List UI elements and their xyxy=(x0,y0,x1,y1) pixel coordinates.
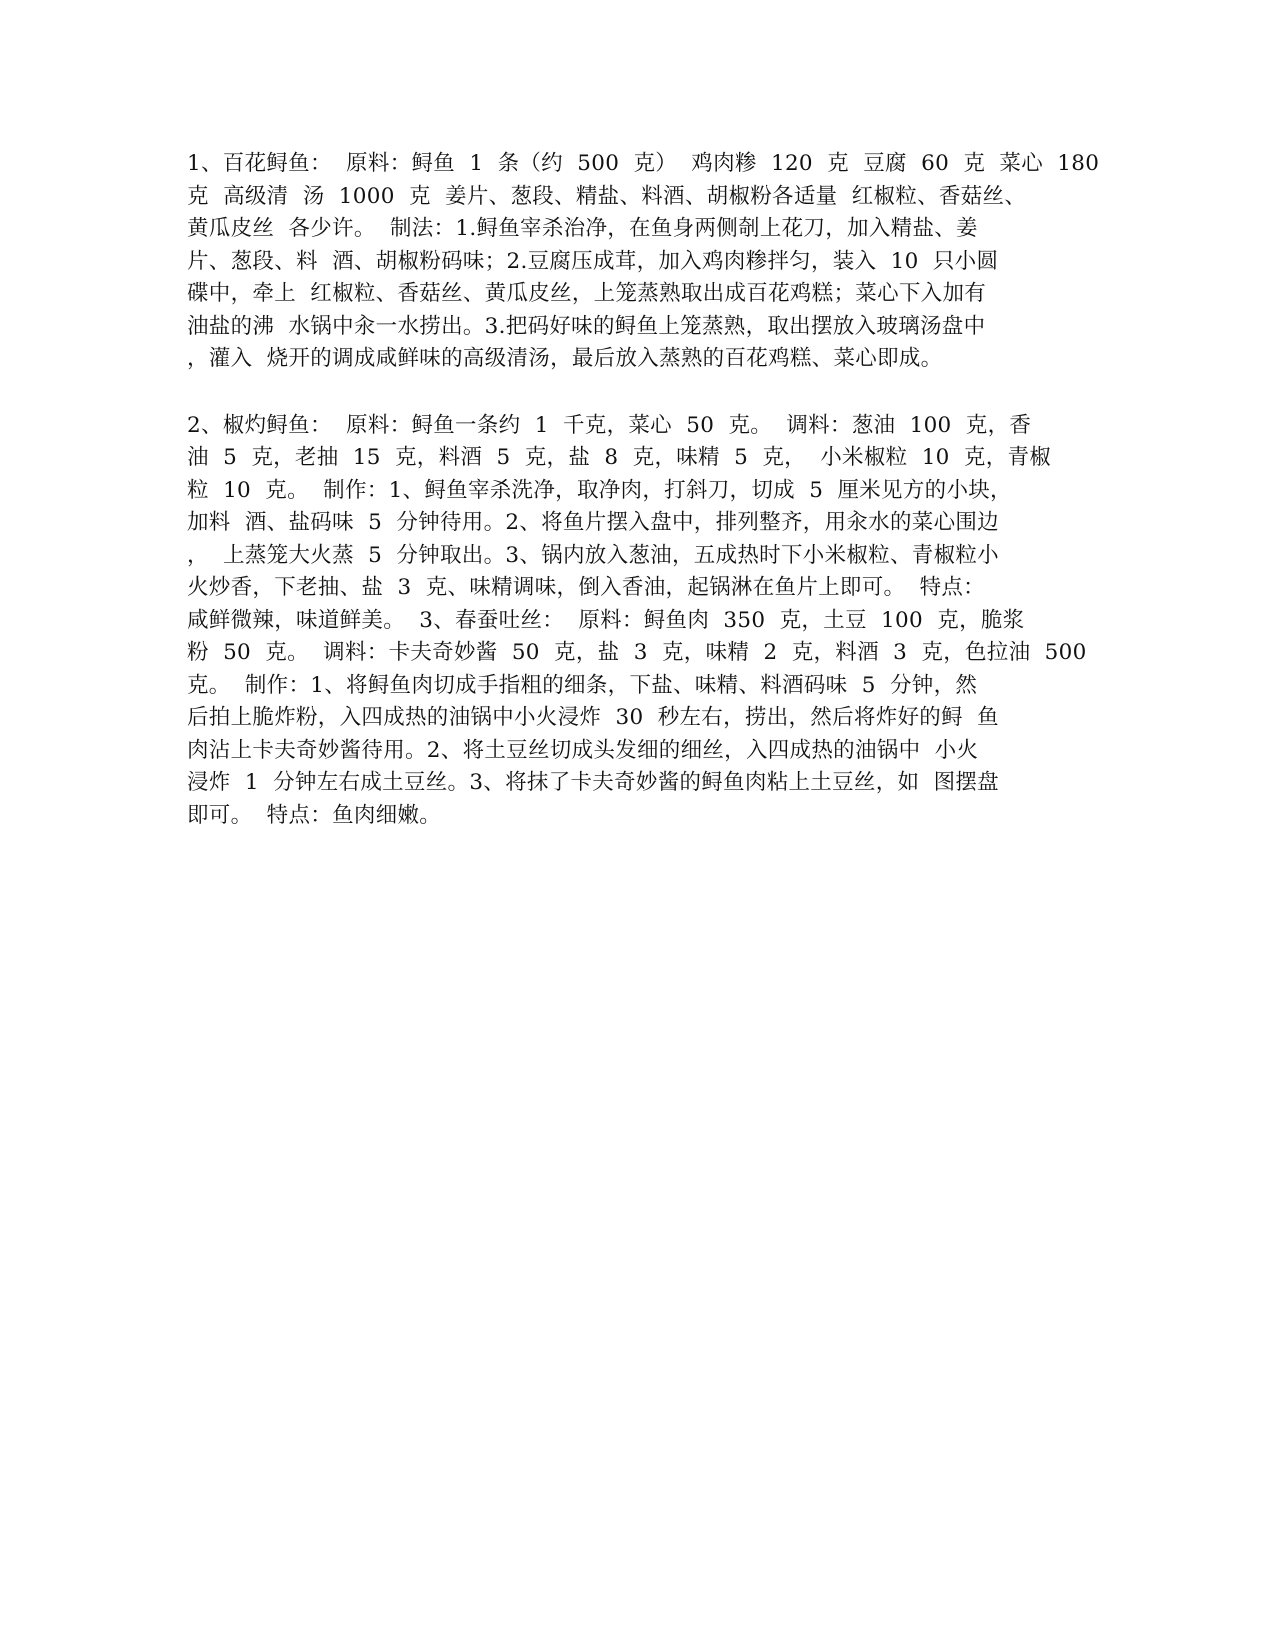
text-line: 即可。 特点：鱼肉细嫩。 xyxy=(187,802,442,828)
text-line: 粒 10 克。 制作：1、鲟鱼宰杀洗净，取净肉，打斜刀，切成 5 厘米见方的小块， xyxy=(187,477,1012,503)
recipe-paragraph-2 xyxy=(187,410,1127,833)
text-line: 加料 酒、盐码味 5 分钟待用。2、将鱼片摆入盘中，排列整齐，用汆水的菜心围边 xyxy=(187,510,999,535)
document-page xyxy=(187,148,1127,832)
text-line: 粉 50 克。 调料：卡夫奇妙酱 50 克，盐 3 克，味精 2 克，料酒 3 克，色拉油 500 xyxy=(187,640,1087,665)
text-line: 2、椒灼鲟鱼： 原料：鲟鱼一条约 1 千克，菜心 50 克。 调料：葱油 100 克，香 xyxy=(187,412,1032,438)
text-line: 浸炸 1 分钟左右成土豆丝。3、将抹了卡夫奇妙酱的鲟鱼肉粘上土豆丝，如 图摆盘 xyxy=(187,770,999,795)
text-line: 黄瓜皮丝 各少许。 制法：1.鲟鱼宰杀治净，在鱼身两侧剞上花刀，加入精盐、姜 xyxy=(187,216,978,241)
text-line: ， 上蒸笼大火蒸 5 分钟取出。3、锅内放入葱油，五成热时下小米椒粒、青椒粒小 xyxy=(187,542,999,568)
text-line: 克 高级清 汤 1000 克 姜片、葱段、精盐、料酒、胡椒粉各适量 红椒粒、香菇丝、 xyxy=(187,183,1027,209)
text-line: ，灌入 烧开的调成咸鲜味的高级清汤，最后放入蒸熟的百花鸡糕、菜心即成。 xyxy=(187,346,943,371)
text-line: 肉沾上卡夫奇妙酱待用。2、将土豆丝切成头发细的细丝，入四成热的油锅中 小火 xyxy=(187,737,979,763)
text-line: 火炒香，下老抽、盐 3 克、味精调味，倒入香油，起锅淋在鱼片上即可。 特点： xyxy=(187,575,985,600)
text-line: 片、葱段、料 酒、胡椒粉码味；2.豆腐压成茸，加入鸡肉糁拌匀，装入 10 只小圆 xyxy=(187,248,999,274)
text-line: 油盐的沸 水锅中汆一水捞出。3.把码好味的鲟鱼上笼蒸熟，取出摆放入玻璃汤盘中 xyxy=(187,313,986,339)
text-line: 1、百花鲟鱼： 原料：鲟鱼 1 条（约 500 克） 鸡肉糁 120 克 豆腐 60 克 菜心 180 xyxy=(187,151,1100,176)
text-line: 油 5 克，老抽 15 克，料酒 5 克，盐 8 克，味精 5 克， 小米椒粒 10 克，青椒 xyxy=(187,445,1052,470)
text-line: 碟中，牵上 红椒粒、香菇丝、黄瓜皮丝，上笼蒸熟取出成百花鸡糕；菜心下入加有 xyxy=(187,281,987,306)
text-line: 咸鲜微辣，味道鲜美。 3、春蚕吐丝： 原料：鲟鱼肉 350 克，土豆 100 克，脆浆 xyxy=(187,607,1025,633)
recipe-paragraph-1 xyxy=(187,148,1127,376)
text-line: 后拍上脆炸粉，入四成热的油锅中小火浸炸 30 秒左右，捞出，然后将炸好的鲟 鱼 xyxy=(187,705,999,730)
text-line: 克。 制作：1、将鲟鱼肉切成手指粗的细条，下盐、味精、料酒码味 5 分钟，然 xyxy=(187,672,978,698)
